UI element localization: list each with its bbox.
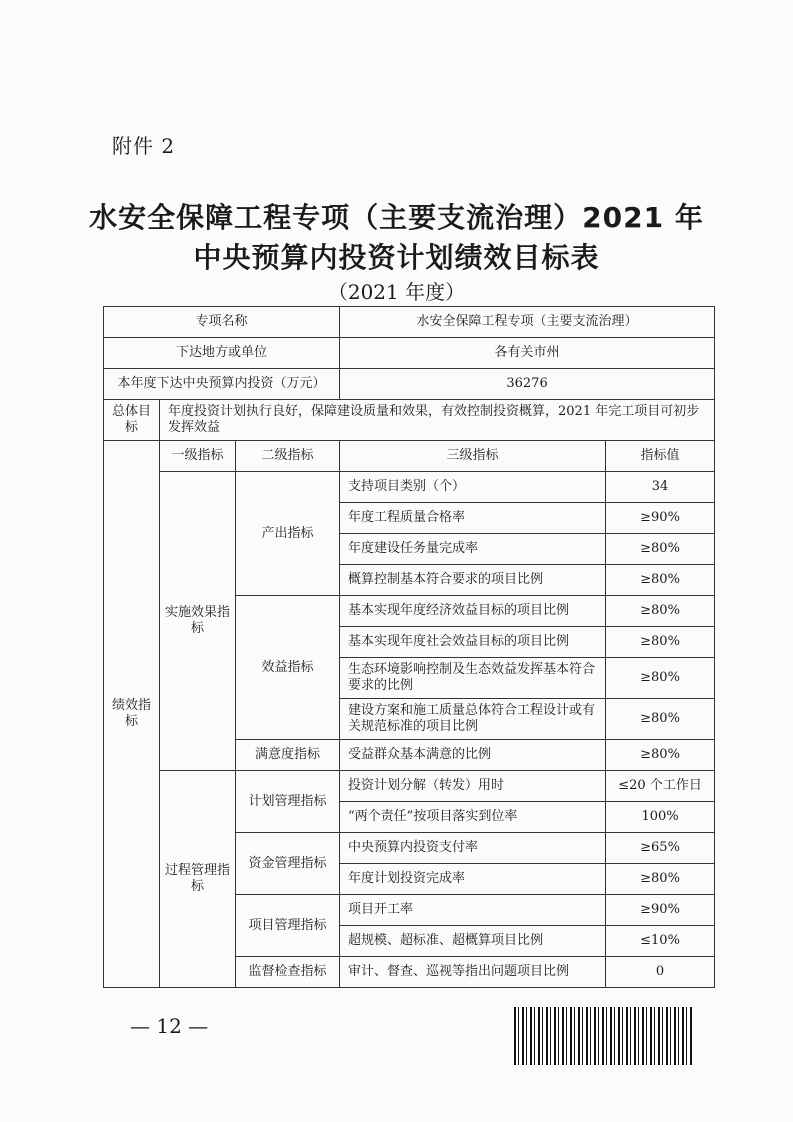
- document-title-line1: 水安全保障工程专项（主要支流治理）2021 年: [89, 201, 704, 234]
- table-row: [104, 400, 715, 441]
- indicator-name: 项目开工率: [340, 895, 606, 926]
- header-level3: 三级指标: [340, 441, 606, 472]
- attachment-label: 附件 2: [112, 134, 176, 158]
- indicator-name: 审计、督查、巡视等指出问题项目比例: [340, 957, 606, 988]
- group-supervision: 监督检查指标: [236, 957, 340, 988]
- investment-label: 本年度下达中央预算内投资（万元）: [104, 369, 340, 400]
- indicator-value: ≥80%: [606, 658, 715, 699]
- indicator-value: ≥80%: [606, 864, 715, 895]
- indicator-name: 概算控制基本符合要求的项目比例: [340, 565, 606, 596]
- group-output: 产出指标: [236, 472, 340, 596]
- unit-value: 各有关市州: [340, 338, 715, 369]
- performance-target-table: [103, 306, 715, 988]
- barcode-icon: [514, 1007, 692, 1065]
- indicator-value: ≥80%: [606, 740, 715, 771]
- table-row: [104, 338, 715, 369]
- indicator-value: ≥65%: [606, 833, 715, 864]
- header-level2: 二级指标: [236, 441, 340, 472]
- indicator-value: ≥80%: [606, 565, 715, 596]
- indicator-name: 生态环境影响控制及生态效益发挥基本符合要求的比例: [340, 658, 606, 699]
- indicator-value: ≥80%: [606, 627, 715, 658]
- indicator-value: ≥90%: [606, 503, 715, 534]
- indicator-name: 建设方案和施工质量总体符合工程设计或有关规范标准的项目比例: [340, 699, 606, 740]
- indicator-value: ≥80%: [606, 596, 715, 627]
- indicator-name: “两个责任”按项目落实到位率: [340, 802, 606, 833]
- group-satisfaction: 满意度指标: [236, 740, 340, 771]
- indicator-name: 基本实现年度经济效益目标的项目比例: [340, 596, 606, 627]
- indicator-name: 中央预算内投资支付率: [340, 833, 606, 864]
- indicator-value: 34: [606, 472, 715, 503]
- indicator-value: ≥80%: [606, 699, 715, 740]
- indicator-name: 年度计划投资完成率: [340, 864, 606, 895]
- project-name-label: 专项名称: [104, 307, 340, 338]
- indicator-value: ≤10%: [606, 926, 715, 957]
- indicator-value: ≥80%: [606, 534, 715, 565]
- investment-value: 36276: [340, 369, 715, 400]
- indicator-name: 年度工程质量合格率: [340, 503, 606, 534]
- document-title-line2: 中央预算内投资计划绩效目标表: [193, 241, 600, 274]
- table-row: [104, 771, 715, 802]
- table-row: [104, 472, 715, 503]
- indicator-section-label: 绩效指标: [104, 441, 160, 988]
- indicator-value: 100%: [606, 802, 715, 833]
- year-label: （2021 年度）: [327, 280, 466, 304]
- header-value: 指标值: [606, 441, 715, 472]
- goal-label: 总体目标: [104, 400, 160, 441]
- indicator-value: ≥90%: [606, 895, 715, 926]
- indicator-name: 超规模、超标准、超概算项目比例: [340, 926, 606, 957]
- table-row: [104, 369, 715, 400]
- group-process: 过程管理指标: [160, 771, 236, 988]
- table-row: [104, 307, 715, 338]
- indicator-name: 支持项目类别（个）: [340, 472, 606, 503]
- indicator-name: 基本实现年度社会效益目标的项目比例: [340, 627, 606, 658]
- goal-value: 年度投资计划执行良好，保障建设质量和效果，有效控制投资概算，2021 年完工项目可初步发挥效益: [160, 400, 715, 441]
- group-benefit: 效益指标: [236, 596, 340, 740]
- group-plan: 计划管理指标: [236, 771, 340, 833]
- table-row: [104, 441, 715, 472]
- indicator-name: 年度建设任务量完成率: [340, 534, 606, 565]
- header-level1: 一级指标: [160, 441, 236, 472]
- indicator-name: 受益群众基本满意的比例: [340, 740, 606, 771]
- indicator-value: ≤20 个工作日: [606, 771, 715, 802]
- indicator-value: 0: [606, 957, 715, 988]
- group-fund: 资金管理指标: [236, 833, 340, 895]
- unit-label: 下达地方或单位: [104, 338, 340, 369]
- page-number: — 12 —: [130, 1014, 209, 1038]
- indicator-name: 投资计划分解（转发）用时: [340, 771, 606, 802]
- group-project: 项目管理指标: [236, 895, 340, 957]
- project-name-value: 水安全保障工程专项（主要支流治理）: [340, 307, 715, 338]
- group-effect: 实施效果指标: [160, 472, 236, 771]
